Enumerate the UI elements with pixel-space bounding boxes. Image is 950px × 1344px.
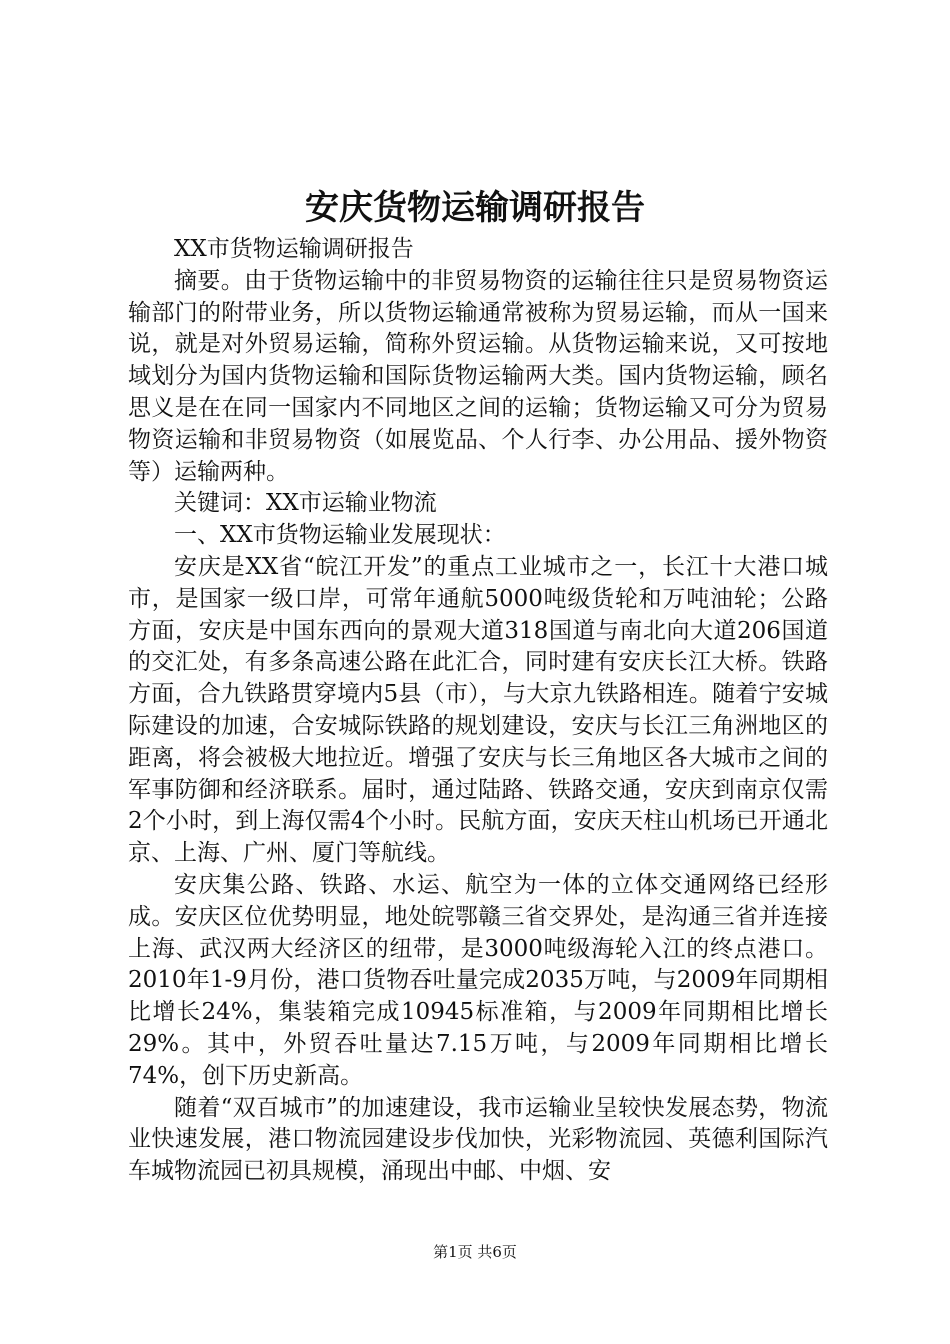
abstract-paragraph: 摘要。由于货物运输中的非贸易物资的运输往往只是贸易物资运输部门的附带业务，所以货物运输通常被称为贸易运输，而从一国来说，就是对外贸易运输，简称外贸运输。从货物运输来说，又可按地域划分为国内货物运输和国际货物运输两大类。国内货物运输，顾名思义是在在同一国家内不同地区之间的运输；货物运输又可分为贸易物资运输和非贸易物资（如展览品、个人行李、办公用品、援外物资等）运输两种。 <box>128 267 828 485</box>
subtitle-paragraph: XX市货物运输调研报告 <box>174 236 414 262</box>
page-number: 第1页 共6页 <box>433 1243 517 1261</box>
body-paragraph: 安庆集公路、铁路、水运、航空为一体的立体交通网络已经形成。安庆区位优势明显，地处皖鄂赣三省交界处，是沟通三省并连接上海、武汉两大经济区的纽带，是3000吨级海轮入江的终点港口。2010年1-9月份，港口货物吞吐量完成2035万吨，与2009年同期相比增长24%，集装箱完成10945标准箱，与2009年同期相比增长29%。其中，外贸吞吐量达7.15万吨，与2009年同期相比增长74%，创下历史新高。 <box>128 871 828 1089</box>
document-body <box>128 234 828 1188</box>
body-paragraph: 安庆是XX省“皖江开发”的重点工业城市之一，长江十大港口城市，是国家一级口岸，可常年通航5000吨级货轮和万吨油轮；公路方面，安庆是中国东西向的景观大道318国道与南北向大道206国道的交汇处，有多条高速公路在此汇合，同时建有安庆长江大桥。铁路方面，合九铁路贯穿境内5县（市），与大京九铁路相连。随着宁安城际建设的加速，合安城际铁路的规划建设，安庆与长江三角洲地区的距离，将会被极大地拉近。增强了安庆与长三角地区各大城市之间的军事防御和经济联系。届时，通过陆路、铁路交通，安庆到南京仅需2个小时，到上海仅需4个小时。民航方面，安庆天柱山机场已开通北京、上海、广州、厦门等航线。 <box>128 553 828 867</box>
keywords-paragraph: 关键词：XX市运输业物流 <box>174 490 437 517</box>
document-title: 安庆货物运输调研报告 <box>305 188 645 228</box>
section-heading: 一、XX市货物运输业发展现状： <box>174 522 506 549</box>
body-paragraph: 随着“双百城市”的加速建设，我市运输业呈较快发展态势，物流业快速发展，港口物流园建设步伐加快，光彩物流园、英德利国际汽车城物流园已初具规模，涌现出中邮、中烟、安 <box>128 1094 828 1185</box>
